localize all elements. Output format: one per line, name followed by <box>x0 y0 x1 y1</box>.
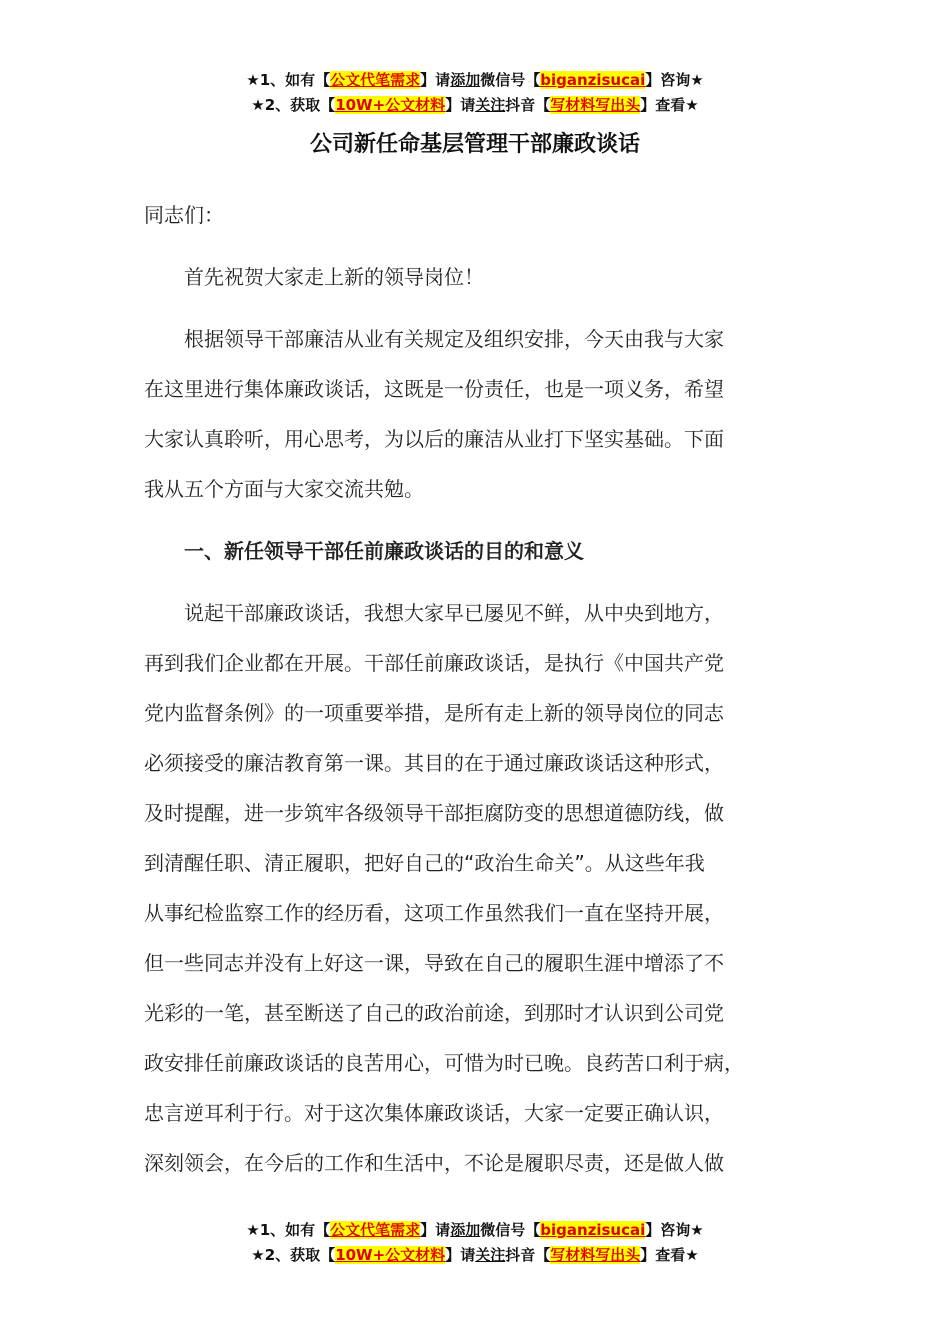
banner-highlight-materials: 10W+公文材料 <box>335 1246 446 1264</box>
document-body <box>144 190 830 1188</box>
text-line: 我从五个方面与大家交流共勉。 <box>144 477 424 501</box>
footer-banner-line-1 <box>0 1218 950 1243</box>
banner-highlight-wechat-id: biganzisucai <box>540 1221 646 1239</box>
text-line: 忠言逆耳利于行。对于这次集体廉政谈话，大家一定要正确认识， <box>144 1101 724 1125</box>
banner-text: 抖音【 <box>505 96 551 114</box>
banner-text: 抖音【 <box>505 1246 551 1264</box>
paragraph-purpose <box>144 588 830 1188</box>
banner-text: 】咨询★ <box>645 71 704 89</box>
text-line: 及时提醒，进一步筑牢各级领导干部拒腐防变的思想道德防线，做 <box>144 801 724 825</box>
banner-highlight-wechat-id: biganzisucai <box>540 71 646 89</box>
text-line: 从事纪检监察工作的经历看，这项工作虽然我们一直在坚持开展， <box>144 901 724 925</box>
banner-highlight-service: 公文代笔需求 <box>330 71 421 89</box>
banner-text: 】咨询★ <box>645 1221 704 1239</box>
text-line: 根据领导干部廉洁从业有关规定及组织安排，今天由我与大家 <box>184 327 724 351</box>
text-line: 到清醒任职、清正履职，把好自己的“政治生命关”。从这些年我 <box>144 851 705 875</box>
banner-highlight-materials: 10W+公文材料 <box>335 96 446 114</box>
banner-text: 微信号【 <box>480 71 541 89</box>
text-line: 党内监督条例》的一项重要举措，是所有走上新的领导岗位的同志 <box>144 701 724 725</box>
banner-text: 】请 <box>445 96 476 114</box>
footer-banner-line-2 <box>0 1243 950 1268</box>
banner-text: 】请 <box>420 1221 451 1239</box>
text-line: 但一些同志并没有上好这一课，导致在自己的履职生涯中增添了不 <box>144 951 724 975</box>
banner-highlight-douyin-id: 写材料写出头 <box>550 96 641 114</box>
text-line: 必须接受的廉洁教育第一课。其目的在于通过廉政谈话这种形式， <box>144 751 724 775</box>
paragraph-congratulations: 首先祝贺大家走上新的领导岗位！ <box>184 265 484 289</box>
banner-text: 】查看★ <box>640 96 699 114</box>
header-banner-line-1 <box>0 68 950 93</box>
banner-highlight-douyin-id: 写材料写出头 <box>550 1246 641 1264</box>
header-banner <box>0 68 950 118</box>
text-line: 光彩的一笔，甚至断送了自己的政治前途，到那时才认识到公司党 <box>144 1001 724 1025</box>
paragraph-introduction <box>144 314 830 514</box>
banner-text: ★2、获取【 <box>251 96 336 114</box>
banner-underline-follow: 关注 <box>475 96 506 114</box>
salutation: 同志们： <box>144 203 224 227</box>
banner-text: ★1、如有【 <box>246 1221 331 1239</box>
header-banner-line-2 <box>0 93 950 118</box>
text-line: 大家认真聆听，用心思考，为以后的廉洁从业打下坚实基础。下面 <box>144 427 724 451</box>
footer-banner <box>0 1218 950 1268</box>
banner-underline-add: 添加 <box>450 71 481 89</box>
text-line: 在这里进行集体廉政谈话，这既是一份责任，也是一项义务，希望 <box>144 377 724 401</box>
document-title: 公司新任命基层管理干部廉政谈话 <box>309 132 640 157</box>
text-line: 深刻领会，在今后的工作和生活中，不论是履职尽责，还是做人做 <box>144 1151 724 1175</box>
text-line: 说起干部廉政谈话，我想大家早已屡见不鲜，从中央到地方， <box>184 601 724 625</box>
text-line: 再到我们企业都在开展。干部任前廉政谈话，是执行《中国共产党 <box>144 651 724 675</box>
banner-text: ★2、获取【 <box>251 1246 336 1264</box>
section-heading-1: 一、新任领导干部任前廉政谈话的目的和意义 <box>184 539 584 563</box>
banner-text: ★1、如有【 <box>246 71 331 89</box>
banner-underline-follow: 关注 <box>475 1246 506 1264</box>
banner-highlight-service: 公文代笔需求 <box>330 1221 421 1239</box>
banner-text: 微信号【 <box>480 1221 541 1239</box>
banner-underline-add: 添加 <box>450 1221 481 1239</box>
banner-text: 】查看★ <box>640 1246 699 1264</box>
banner-text: 】请 <box>420 71 451 89</box>
text-line: 政安排任前廉政谈话的良苦用心，可惜为时已晚。良药苦口利于病， <box>144 1051 744 1075</box>
banner-text: 】请 <box>445 1246 476 1264</box>
